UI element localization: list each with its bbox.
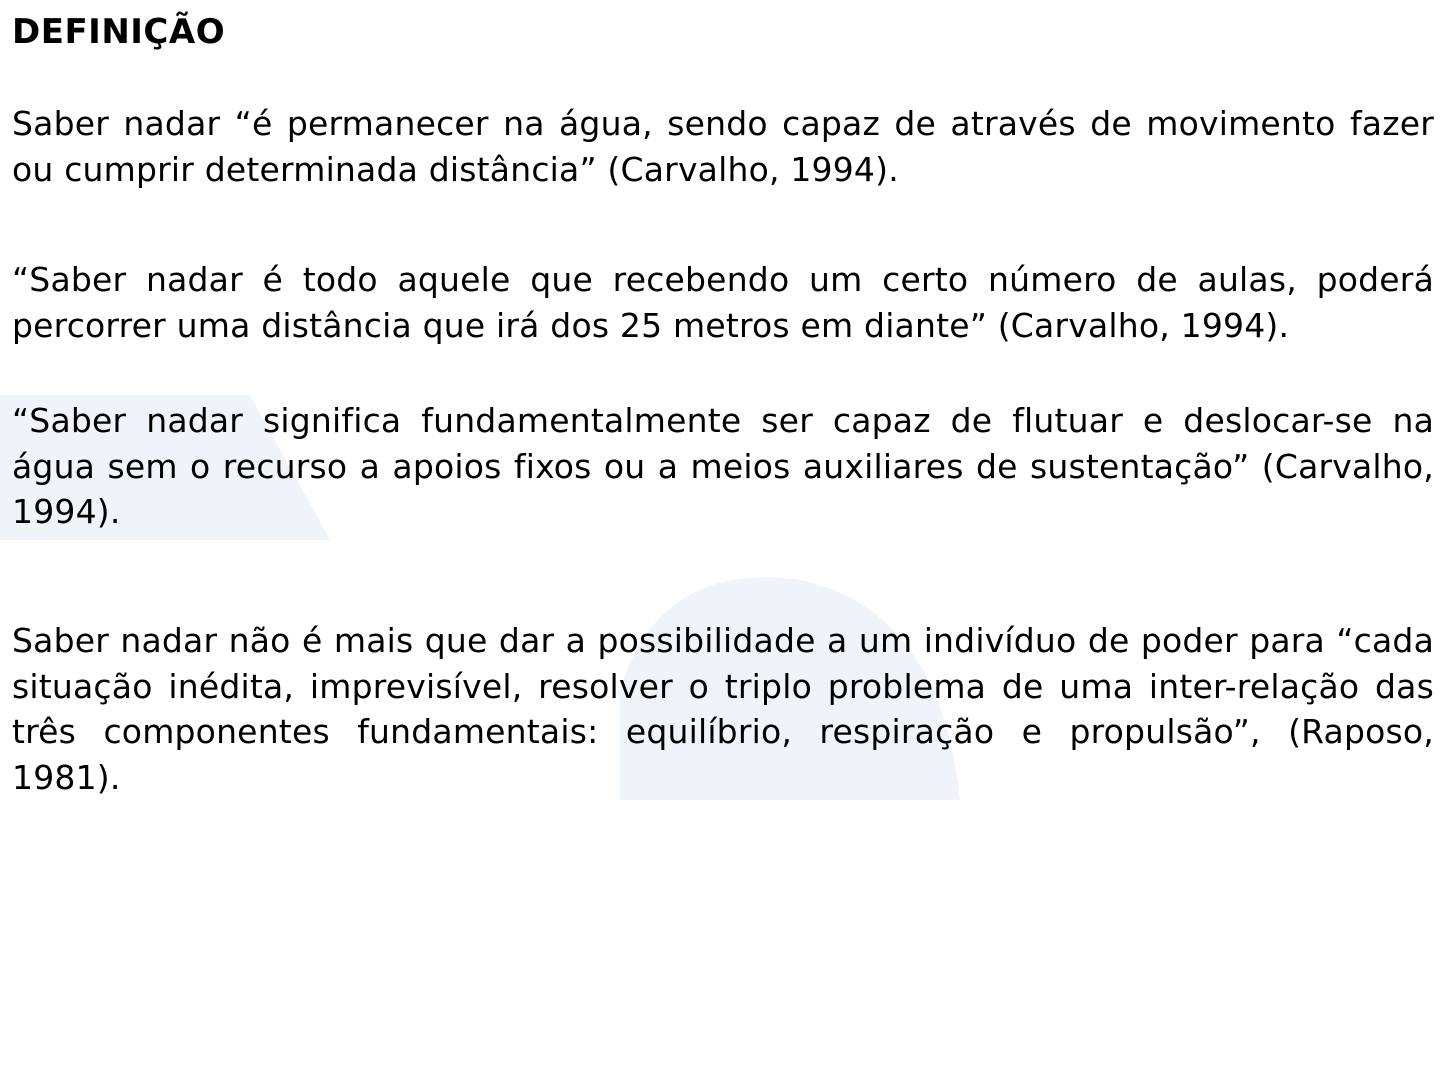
definition-paragraph-4: Saber nadar não é mais que dar a possibilidade a um indivíduo de poder para “cada situação inédita, imprevisível, resolver o triplo problema de uma inter-relação das três componentes fundamentais: equilíbrio, respiração e propulsão”, (Raposo, 1981).: [12, 621, 1434, 797]
page-title: DEFINIÇÃO: [12, 12, 226, 52]
definition-paragraph-1: Saber nadar “é permanecer na água, sendo capaz de através de movimento fazer ou cumprir determinada distância” (Carvalho, 1994).: [12, 104, 1434, 189]
definition-paragraph-3: “Saber nadar significa fundamentalmente ser capaz de flutuar e deslocar-se na água sem o recurso a apoios fixos ou a meios auxiliares de sustentação” (Carvalho, 1994).: [12, 401, 1434, 531]
definition-paragraph-2: “Saber nadar é todo aquele que recebendo um certo número de aulas, poderá percorrer uma distância que irá dos 25 metros em diante” (Carvalho, 1994).: [12, 260, 1434, 345]
